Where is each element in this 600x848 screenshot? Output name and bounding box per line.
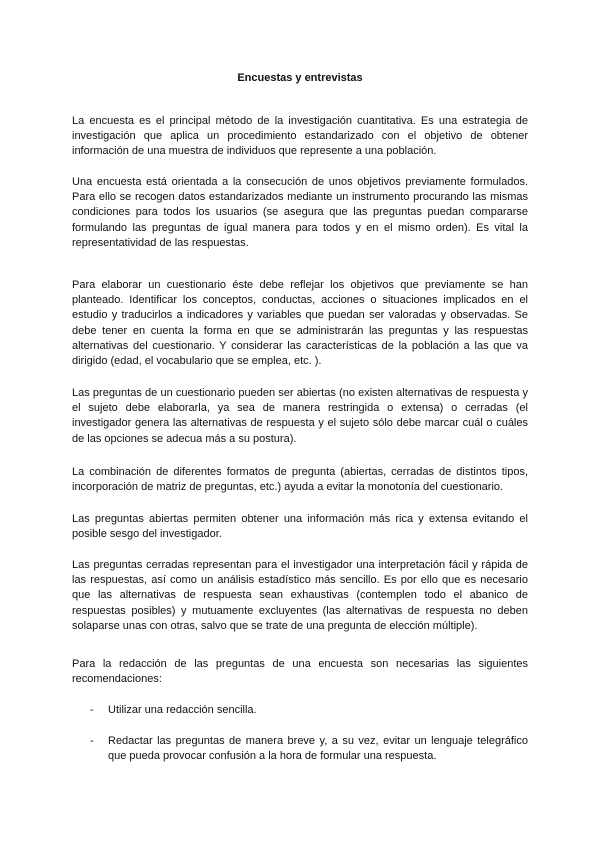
paragraph-1: La encuesta es el principal método de la investigación cuantitativa. Es una estrategia de investigación que aplica un procedimiento estandarizado con el objetivo de obtener información de una muestra de individuos que represente a una población. [72,115,528,158]
list-bullet: - [90,735,94,747]
list-item-text: Utilizar una redacción sencilla. [108,704,257,716]
list-item-text: Redactar las preguntas de manera breve y, a su vez, evitar un lenguaje telegráfico que pueda provocar confusión a la hora de formular una respuesta. [108,735,528,763]
paragraph-3: Para elaborar un cuestionario éste debe reflejar los objetivos que previamente se han planteado. Identificar los conceptos, conductas, acciones o situaciones implicados en el estudio y traducirlos a indicadores y variables que puedan ser valoradas y observadas. Se debe tener en cuenta la forma en que se administrarán las preguntas y las respuestas alternativas del cuestionario. Y considerar las características de la población a las que va dirigido (edad, el vocabulario que se emplea, etc. ). [72,279,528,368]
document-title: Encuestas y entrevistas [237,72,363,84]
list-item [90,734,528,764]
paragraph-2: Una encuesta está orientada a la consecución de unos objetivos previamente formulados. Para ello se recogen datos estandarizados mediante un instrumento procurando las mismas condiciones para todos los usuarios (se asegura que las preguntas puedan compararse formulando las preguntas de igual manera para todos y en el mismo orden). Es vital la representatividad de las respuestas. [72,176,528,249]
paragraph-6: Las preguntas abiertas permiten obtener una información más rica y extensa evitando el posible sesgo del investigador. [72,513,528,541]
paragraph-8: Para la redacción de las preguntas de una encuesta son necesarias las siguientes recomendaciones: [72,658,528,686]
paragraph-5: La combinación de diferentes formatos de pregunta (abiertas, cerradas de distintos tipos, incorporación de matriz de preguntas, etc.) ayuda a evitar la monotonía del cuestionario. [72,466,528,494]
paragraph-7: Las preguntas cerradas representan para el investigador una interpretación fácil y rápida de las respuestas, así como un análisis estadístico más sencillo. Es por ello que es necesario que las alternativas de respuesta sean exhaustivas (contemplen todo el abanico de respuestas posibles) y mutuamente excluyentes (las alternativas de respuesta no deben solaparse unas con otras, salvo que se trate de una pregunta de elección múltiple). [72,559,528,632]
list-item [90,703,528,718]
list-bullet: - [90,704,94,716]
paragraph-4: Las preguntas de un cuestionario pueden ser abiertas (no existen alternativas de respuesta y el sujeto debe elaborarla, ya sea de manera restringida o extensa) o cerradas (el investigador genera las alternativas de respuesta y el sujeto sólo debe marcar cuál o cuáles de las opciones se adecua más a su postura). [72,387,528,445]
